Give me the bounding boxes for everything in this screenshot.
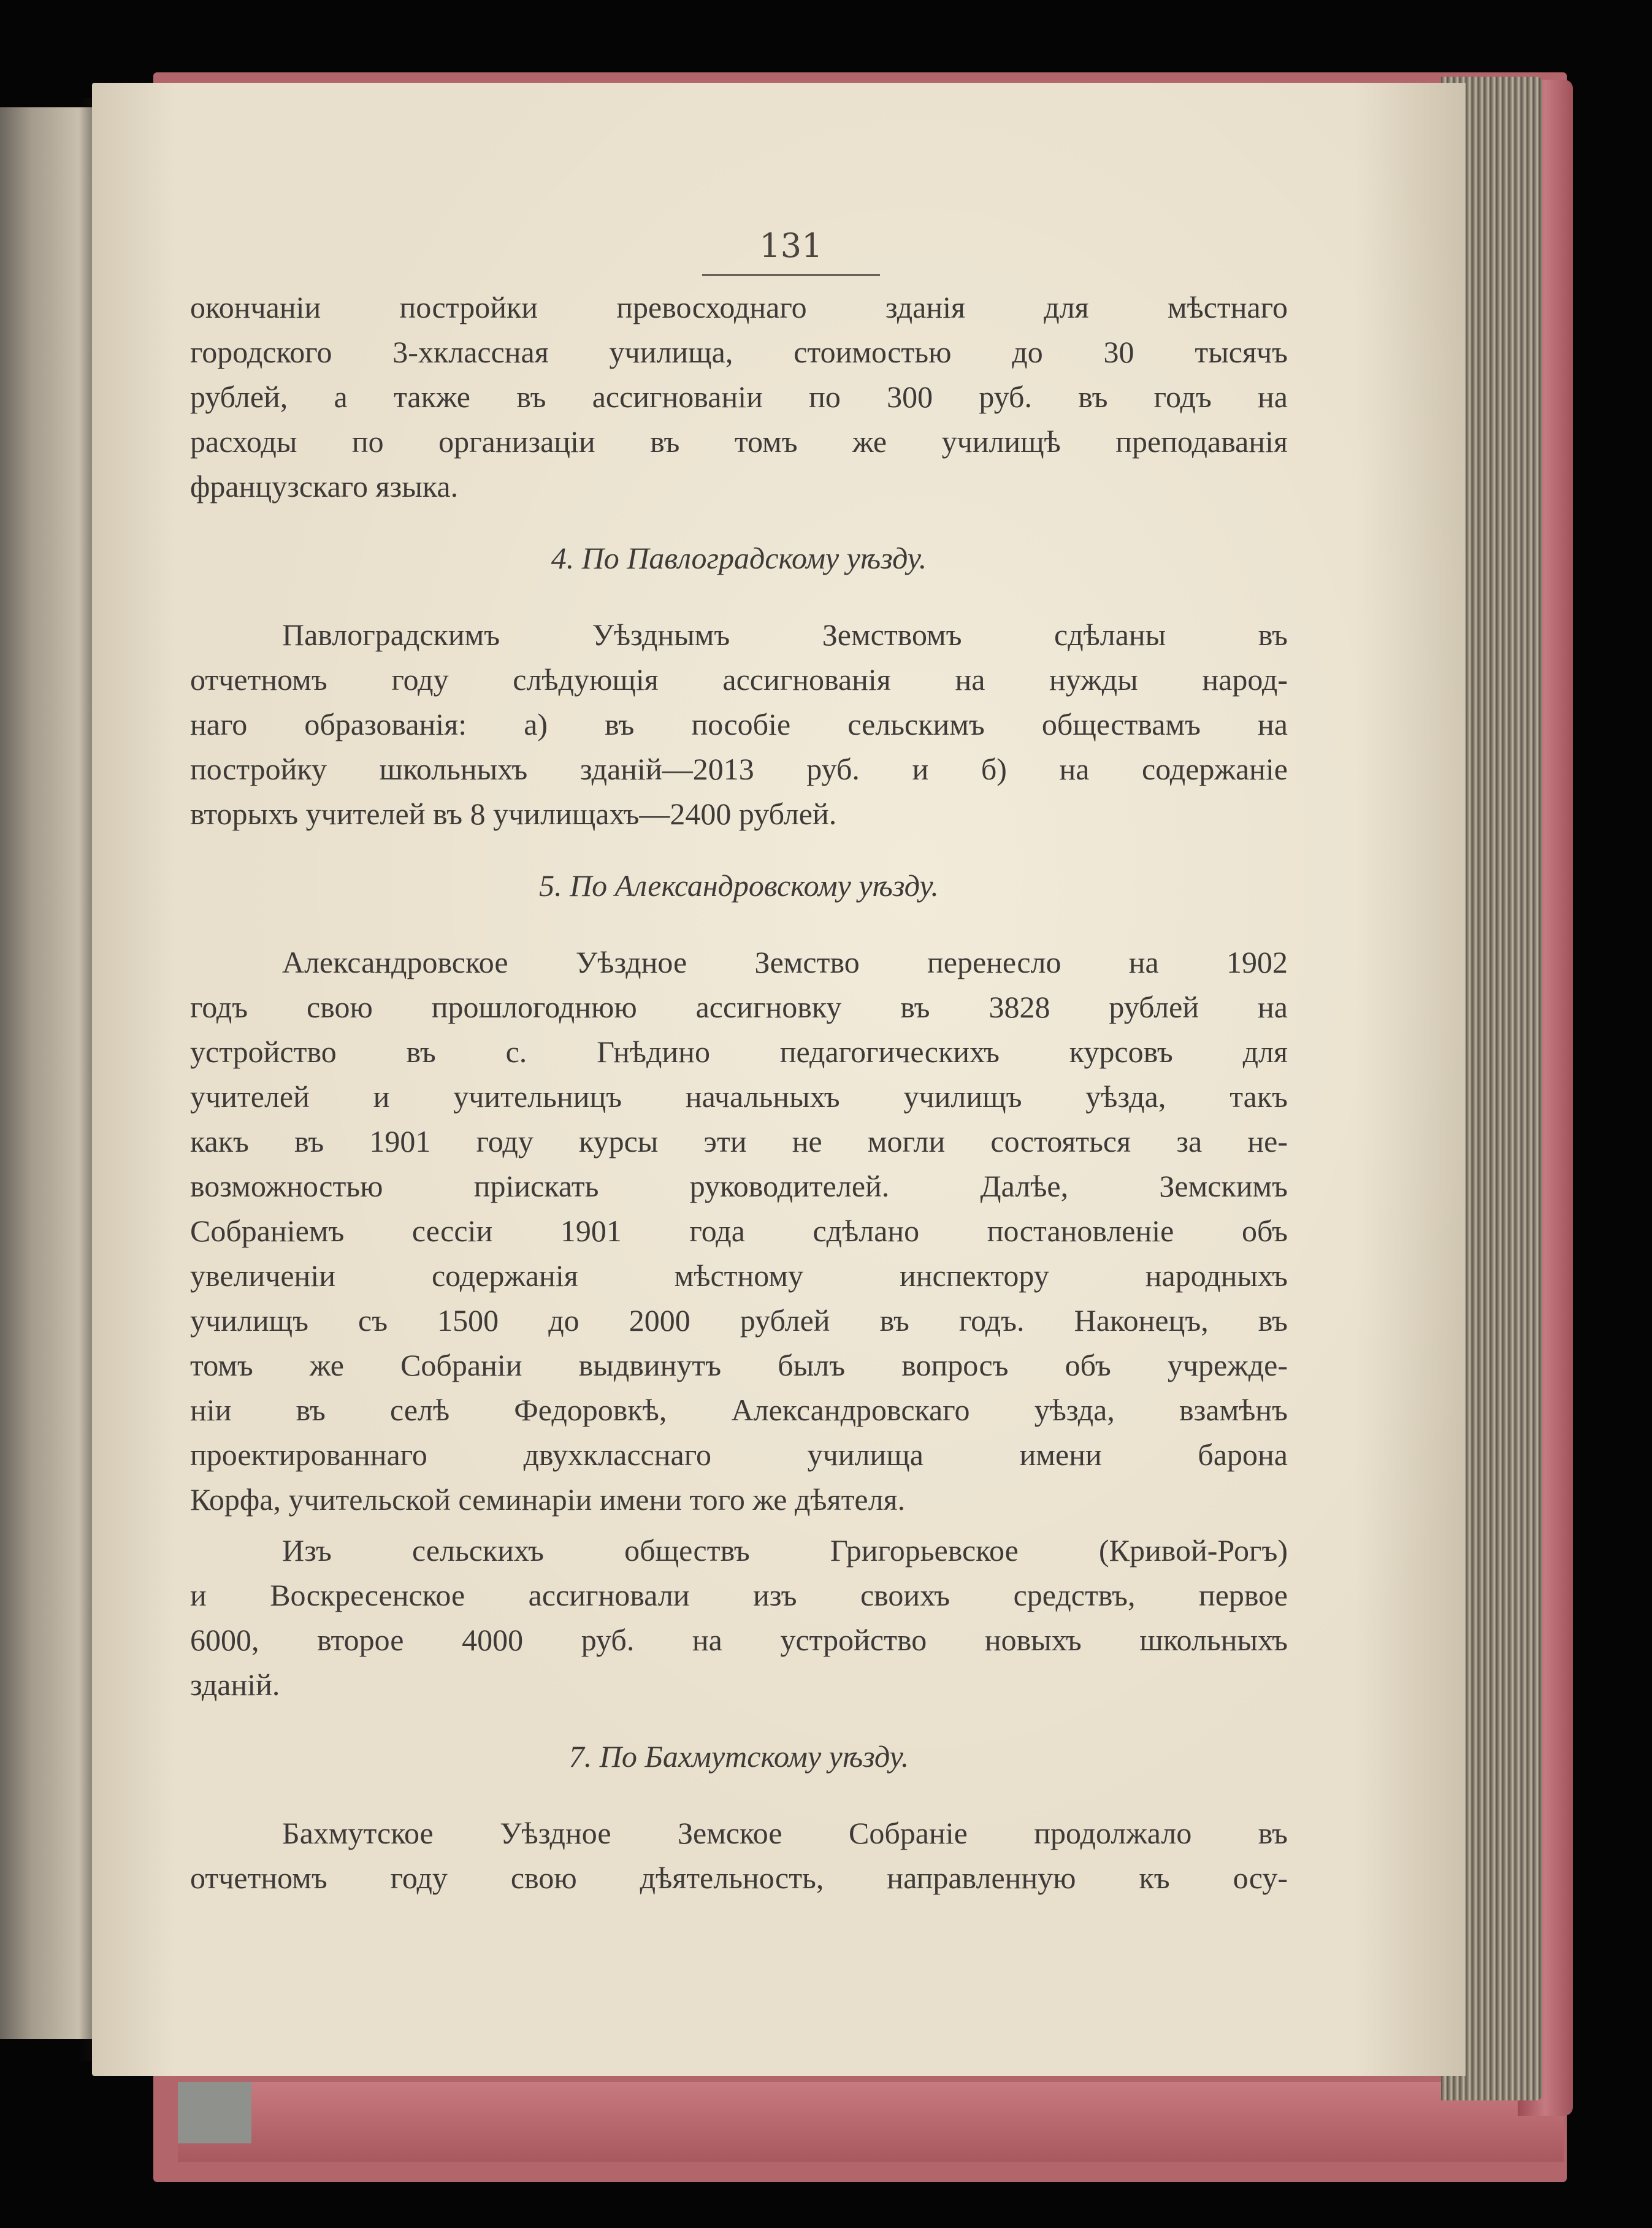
text-line: увеличенiи содержанiя мѣстному инспектору народныхъ [190, 1258, 1288, 1293]
text-line: проектированнаго двухкласснаго училища имени барона [190, 1437, 1288, 1472]
page-body [190, 285, 1288, 1901]
text-line: 6000, второе 4000 руб. на устройство новыхъ школьныхъ [190, 1623, 1288, 1657]
text-line: французскаго языка. [190, 469, 459, 503]
text-line: Павлоградскимъ Уѣзднымъ Земствомъ сдѣланы въ [282, 618, 1288, 652]
text-line: и Воскресенское ассигновали изъ своихъ средствъ, первое [190, 1578, 1288, 1612]
text-line: Бахмутское Уѣздное Земское Собранiе продолжало въ [282, 1816, 1288, 1850]
text-line: возможностью прiискать руководителей. Далѣе, Земскимъ [190, 1169, 1288, 1203]
text-line: постройку школьныхъ зданiй—2013 руб. и б) на содержанiе [190, 752, 1288, 786]
text-line: нiи въ селѣ Федоровкѣ, Александровскаго уѣзда, взамѣнъ [190, 1393, 1288, 1427]
section-heading: 4. По Павлоградскому уѣзду. [551, 541, 927, 575]
text-line: наго образованiя: а) въ пособiе сельскимъ обществамъ на [190, 707, 1288, 741]
text-line: училищъ съ 1500 до 2000 рублей въ годъ. Наконецъ, въ [190, 1303, 1288, 1338]
text-line: отчетномъ году свою дѣятельность, направленную къ осу- [190, 1861, 1288, 1895]
text-line: рублей, а также въ ассигнованiи по 300 руб. въ годъ на [190, 380, 1288, 414]
section-heading: 5. По Александровскому уѣзду. [539, 868, 939, 903]
red-book-cover-bottom [178, 2082, 1564, 2162]
page-number: 131 [759, 226, 823, 265]
section-heading: 7. По Бахмутскому уѣзду. [568, 1739, 909, 1774]
text-line: Изъ сельскихъ обществъ Григорьевское (Кривой-Рогъ) [282, 1533, 1288, 1568]
text-line: какъ въ 1901 году курсы эти не могли состояться за не- [190, 1124, 1288, 1158]
text-line: устройство въ с. Гнѣдино педагогическихъ курсовъ для [190, 1035, 1288, 1069]
text-line: Собранiемъ сессiи 1901 года сдѣлано постановленiе объ [190, 1214, 1288, 1248]
text-line: окончанiи постройки превосходнаго зданiя для мѣстнаго [190, 290, 1288, 324]
text-line: отчетномъ году слѣдующiя ассигнованiя на нужды народ- [190, 662, 1288, 697]
page-number-rule [702, 274, 880, 276]
spine-strip [178, 2082, 251, 2143]
paragraph-gap [190, 1522, 1288, 1528]
text-line: годъ свою прошлогоднюю ассигновку въ 3828 рублей на [190, 990, 1288, 1024]
book-page [92, 83, 1466, 2076]
text-line: томъ же Собранiи выдвинутъ былъ вопросъ объ учрежде- [190, 1348, 1288, 1382]
text-line: Александровское Уѣздное Земство перенесло на 1902 [282, 945, 1288, 979]
text-line: Корфа, учительской семинарiи имени того же дѣятеля. [190, 1482, 906, 1517]
text-line: учителей и учительницъ начальныхъ училищъ уѣзда, такъ [190, 1079, 1288, 1114]
text-line: вторыхъ учителей въ 8 училищахъ—2400 рублей. [190, 797, 837, 831]
text-line: городского 3-хклассная училища, стоимостью до 30 тысячъ [190, 335, 1288, 369]
text-line: расходы по организацiи въ томъ же училищѣ преподаванiя [190, 424, 1288, 459]
text-line: зданiй. [190, 1667, 280, 1702]
